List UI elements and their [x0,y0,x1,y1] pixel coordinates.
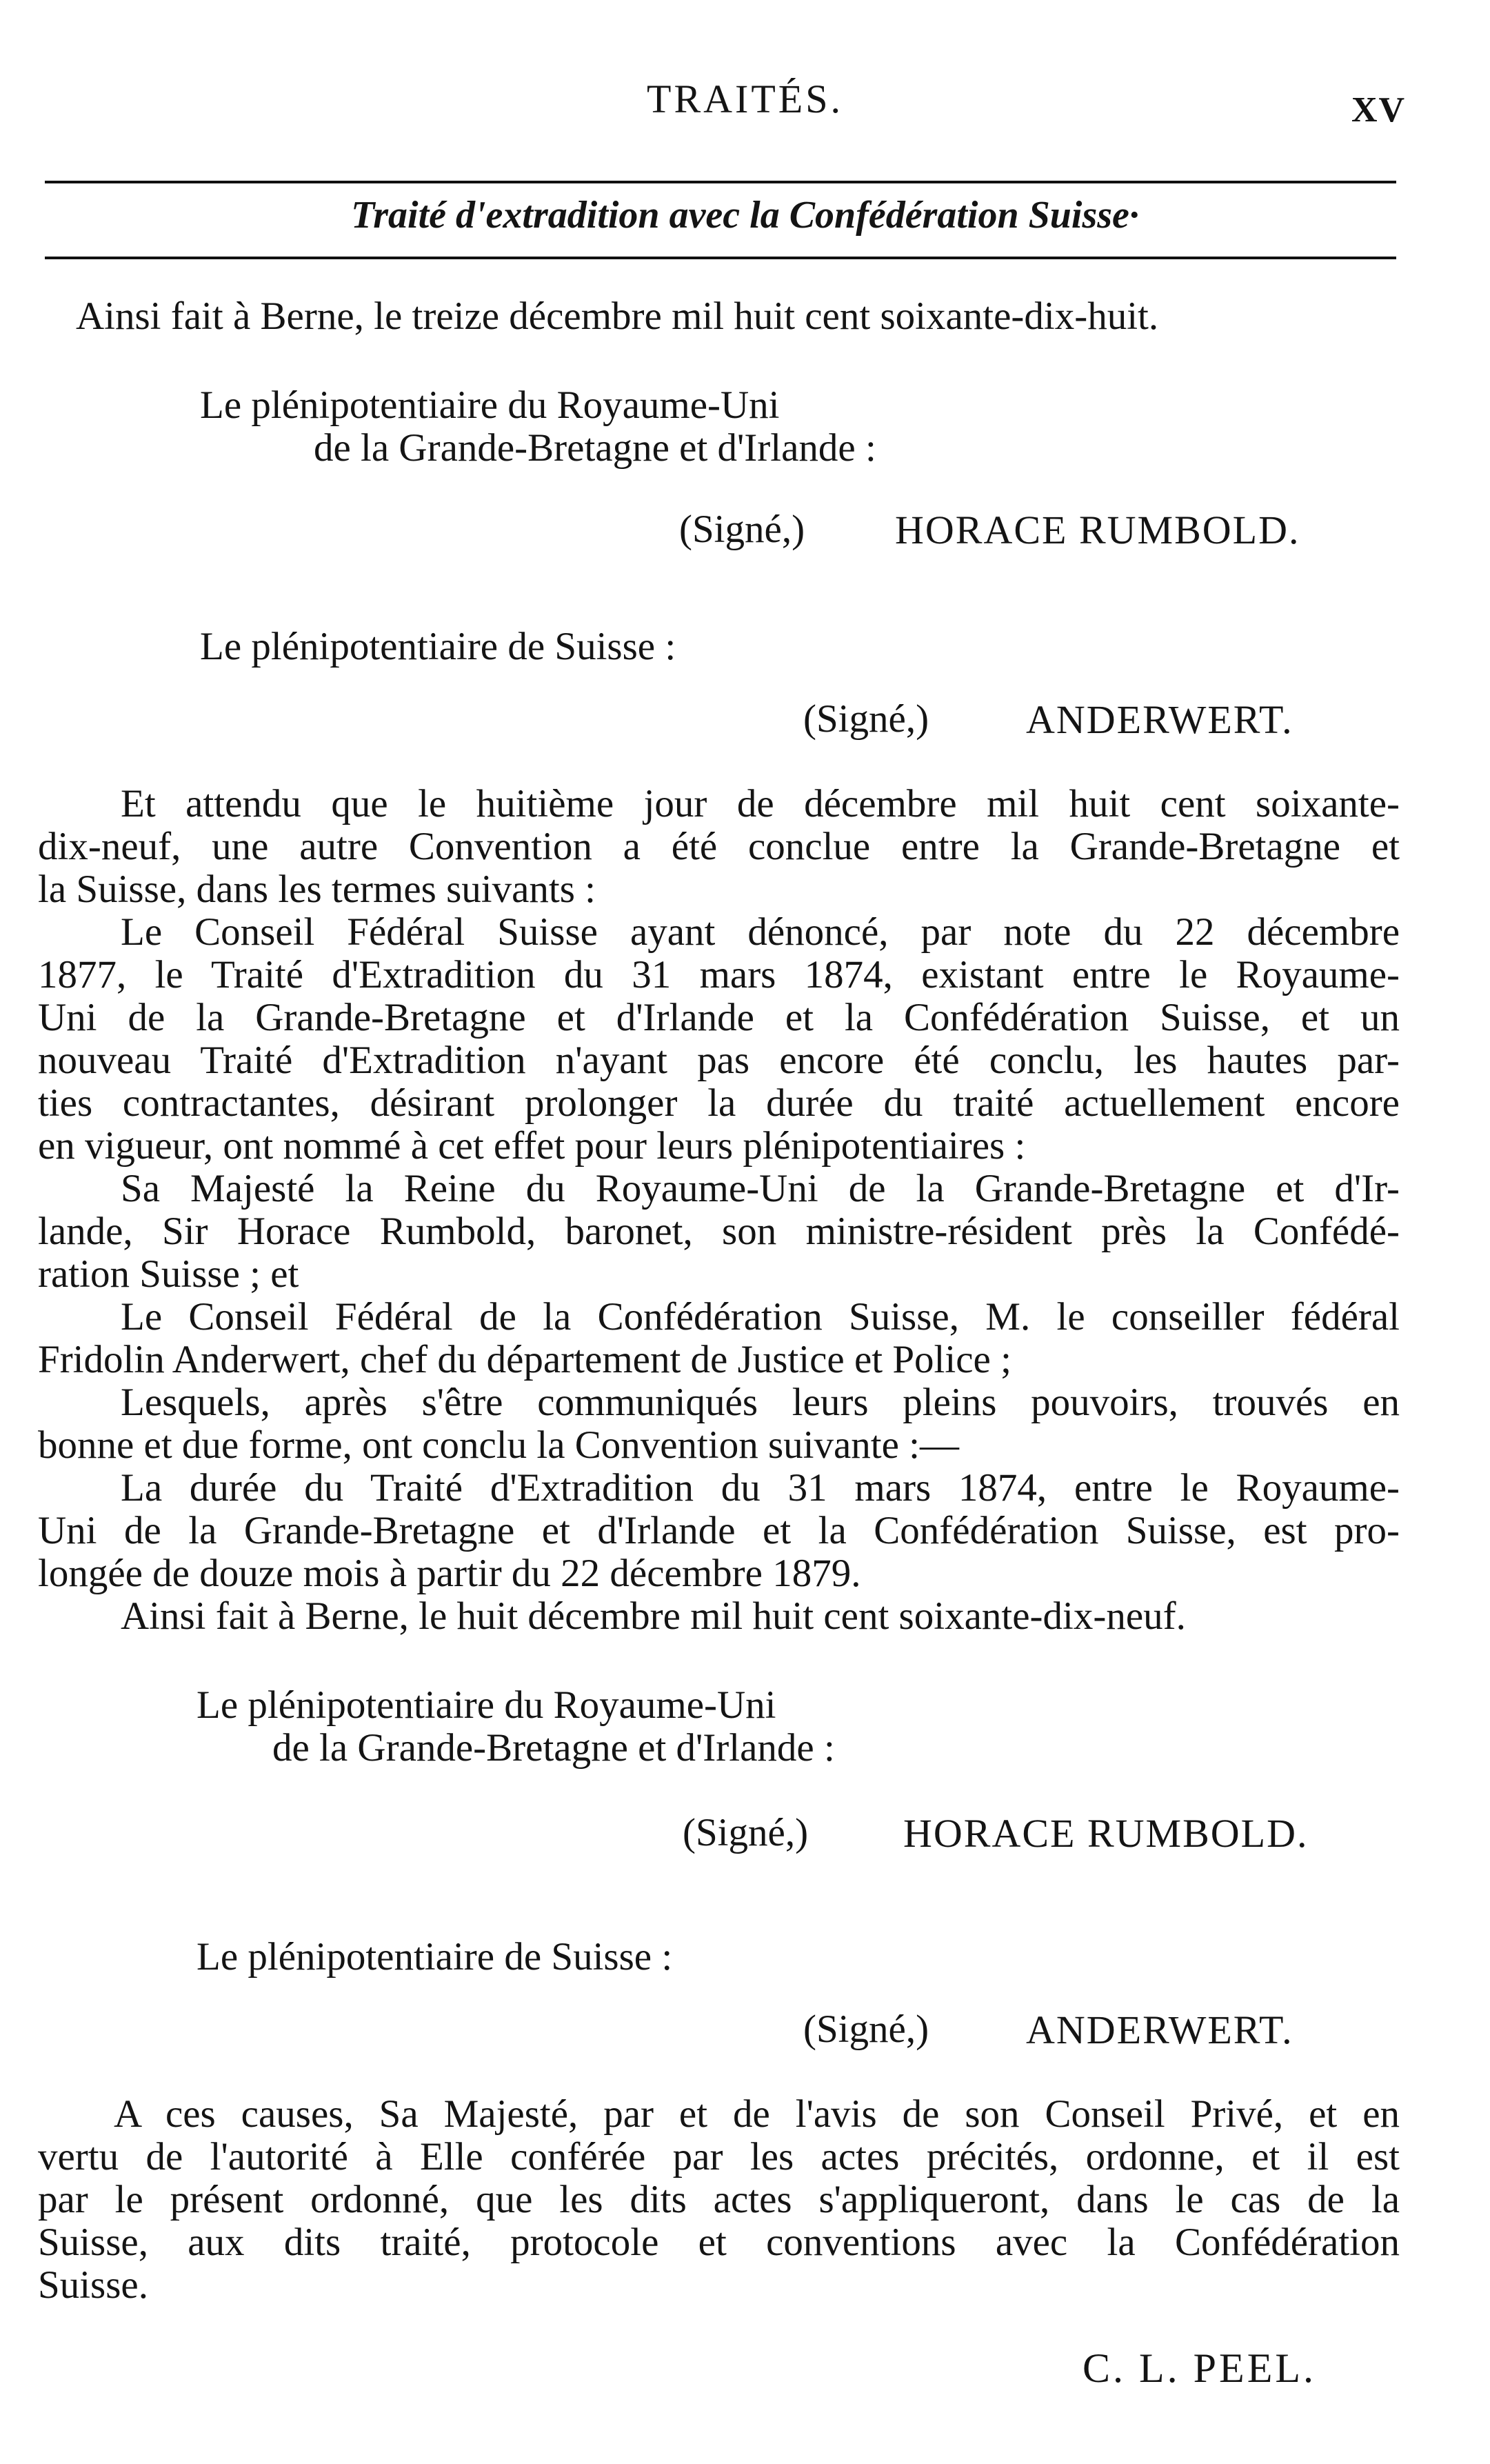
paragraph-line: lande, Sir Horace Rumbold, baronet, son ministre-résident près la Confédé- [38,1210,1400,1253]
signatory-role-uk-continued: de la Grande-Bretagne et d'Irlande : [314,426,876,470]
signer-name: ANDERWERT. [1026,2007,1293,2052]
paragraph-line: ties contractantes, désirant prolonger la durée du traité actuellement encore [38,1081,1400,1125]
final-signature: C. L. PEEL. [1083,2345,1316,2391]
signed-label: (Signé,) [803,697,929,741]
closing-line: Suisse. [38,2263,148,2307]
signatory-role-uk-continued: de la Grande-Bretagne et d'Irlande : [272,1726,835,1770]
paragraph-line: Ainsi fait à Berne, le huit décembre mil huit cent soixante-dix-neuf. [121,1594,1186,1638]
paragraph-line: Et attendu que le huitième jour de décembre mil huit cent soixante- [121,782,1400,825]
paragraph-line: bonne et due forme, ont conclu la Convention suivante :— [38,1423,960,1467]
paragraph-line: en vigueur, ont nommé à cet effet pour leurs plénipotentiaires : [38,1124,1026,1168]
paragraph-line: Le Conseil Fédéral de la Confédération Suisse, M. le conseiller fédéral [121,1295,1400,1339]
signer-name: HORACE RUMBOLD. [895,508,1300,552]
closing-line: Suisse, aux dits traité, protocole et conventions avec la Confédération [38,2221,1400,2264]
page-header-title: TRAITÉS. [647,77,843,121]
paragraph-line: 1877, le Traité d'Extradition du 31 mars 1874, existant entre le Royaume- [38,953,1400,996]
signed-label: (Signé,) [679,508,805,551]
closing-line: par le présent ordonné, que les dits actes s'appliqueront, dans le cas de la [38,2178,1400,2221]
running-title: Traité d'extradition avec la Confédération Suisse· [351,194,1139,237]
paragraph-line: Uni de la Grande-Bretagne et d'Irlande et la Confédération Suisse, est pro- [38,1509,1400,1552]
paragraph-line: longée de douze mois à partir du 22 décembre 1879. [38,1552,861,1595]
signed-label: (Signé,) [803,2007,929,2051]
closing-line: vertu de l'autorité à Elle conférée par les actes précités, ordonne, et il est [38,2135,1400,2178]
paragraph-line: La durée du Traité d'Extradition du 31 mars 1874, entre le Royaume- [121,1466,1400,1510]
signatory-role-uk: Le plénipotentiaire du Royaume-Uni [200,383,780,427]
signer-name: HORACE RUMBOLD. [903,1811,1309,1856]
header-rule-bottom [45,257,1396,259]
signer-name: ANDERWERT. [1026,697,1293,742]
signatory-role-switzerland: Le plénipotentiaire de Suisse : [200,625,676,668]
paragraph-line: Sa Majesté la Reine du Royaume-Uni de la Grande-Bretagne et d'Ir- [121,1167,1400,1210]
paragraph-line: Fridolin Anderwert, chef du département de Justice et Police ; [38,1338,1011,1381]
opening-line: Ainsi fait à Berne, le treize décembre mil huit cent soixante-dix-huit. [76,294,1159,338]
paragraph-line: nouveau Traité d'Extradition n'ayant pas encore été conclu, les hautes par- [38,1039,1400,1082]
closing-line: A ces causes, Sa Majesté, par et de l'avis de son Conseil Privé, et en [114,2092,1400,2136]
header-rule-top [45,181,1396,183]
signatory-role-uk: Le plénipotentiaire du Royaume-Uni [197,1683,776,1727]
signatory-role-switzerland: Le plénipotentiaire de Suisse : [197,1935,673,1979]
paragraph-line: Le Conseil Fédéral Suisse ayant dénoncé, par note du 22 décembre [121,910,1400,954]
paragraph-line: la Suisse, dans les termes suivants : [38,868,596,911]
page-number: XV [1351,90,1407,130]
paragraph-line: Uni de la Grande-Bretagne et d'Irlande et la Confédération Suisse, et un [38,996,1400,1039]
paragraph-line: ration Suisse ; et [38,1252,299,1296]
signed-label: (Signé,) [683,1811,809,1854]
paragraph-line: dix-neuf, une autre Convention a été conclue entre la Grande-Bretagne et [38,825,1400,868]
paragraph-line: Lesquels, après s'être communiqués leurs pleins pouvoirs, trouvés en [121,1381,1400,1424]
